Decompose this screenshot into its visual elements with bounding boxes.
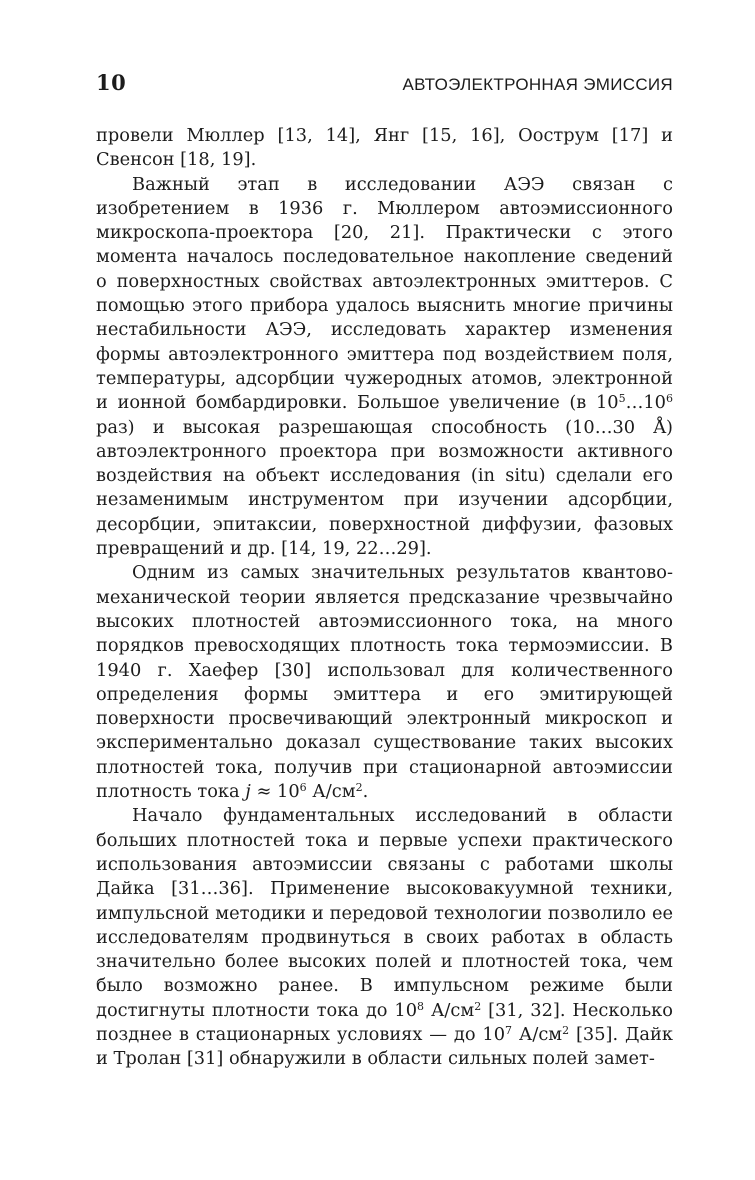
paragraph-4 xyxy=(96,804,673,1071)
paragraph-3 xyxy=(96,561,673,804)
superscript: 6 xyxy=(299,780,307,794)
paragraph-text: провели Мюллер [13, 14], Янг [15, 16], Оострум [17] и Свенсон [18, 19]. xyxy=(96,125,673,171)
paragraph-text: …10 xyxy=(625,392,666,414)
superscript: 2 xyxy=(562,1023,570,1037)
paragraph-text: А/см xyxy=(424,999,475,1021)
paragraph-text: А/см xyxy=(512,1023,563,1045)
paragraph-text: Важный этап в исследовании АЭЭ связан с изобретением в 1936 г. Мюллером автоэмиссионного микроскопа-проектора [20, 21]. Практически с этого момента началось последовательное накопление сведений о поверхностных свойствах автоэлектронных эмиттеров. С помощью этого прибора удалось выяснить многие причины нестабильности АЭЭ, исследовать характер изменения формы автоэлектронного эмиттера под воздействием поля, температуры, адсорбции чужеродных атомов, электронной и ионной бомбардировки. Большое увеличение (в 10 xyxy=(96,173,673,414)
paragraph-text: раз) и высокая разрешающая способность (10…30 Å) автоэлектронного проектора при возможности активного воздействия на объект исследования (in situ) сделали его незаменимым инструментом при изучении адсорбции, десорбции, эпитаксии, поверхностной диффузии, фазовых превращений и др. [14, 19, 22…29]. xyxy=(96,416,673,560)
paragraph-text: ≈ 10 xyxy=(250,781,300,803)
superscript: 8 xyxy=(417,999,425,1013)
paragraph-text: Начало фундаментальных исследований в области больших плотностей тока и первые успехи практического использования автоэмиссии связаны с работами школы Дайка [31…36]. Применение высоковакуумной техники, импульсной методики и передовой технологии позволило ее исследователям продвинуться в своих работах в область значительно более высоких полей и плотностей тока, чем было возможно ранее. В импульсном режиме были достигнуты плотности тока до 10 xyxy=(96,805,673,1021)
superscript: 5 xyxy=(618,392,626,406)
superscript: 2 xyxy=(474,999,482,1013)
paragraph-text: А/см xyxy=(306,781,356,803)
superscript: 7 xyxy=(505,1023,513,1037)
paragraph-1 xyxy=(96,124,673,173)
running-head: АВТОЭЛЕКТРОННАЯ ЭМИССИЯ xyxy=(402,75,673,94)
page-number: 10 xyxy=(96,70,127,95)
paragraph-text: Одним из самых значительных результатов квантово-механической теории является предсказание чрезвычайно высоких плотностей автоэмиссионного тока, на много порядков превосходящих плотность тока термоэмиссии. В 1940 г. Хаефер [30] использовал для количественного определения формы эмиттера и его эмитирующей поверхности просвечивающий электронный микроскоп и экспериментально доказал существование таких высоких плотностей тока, получив при стационарной автоэмиссии плотность тока xyxy=(96,562,673,803)
paragraph-2 xyxy=(96,173,673,562)
paragraph-text: . xyxy=(362,781,369,803)
math-symbol: j xyxy=(245,781,251,803)
superscript: 6 xyxy=(666,392,673,406)
body-text xyxy=(96,124,673,1072)
paragraph-text: [31, 32]. Несколько позднее в стационарных условиях — до 10 xyxy=(96,999,673,1045)
page-header xyxy=(96,70,673,98)
paragraph-text: [35]. Дайк и Тролан [31] обнаружили в области сильных полей замет- xyxy=(96,1023,673,1070)
superscript: 2 xyxy=(355,780,363,794)
